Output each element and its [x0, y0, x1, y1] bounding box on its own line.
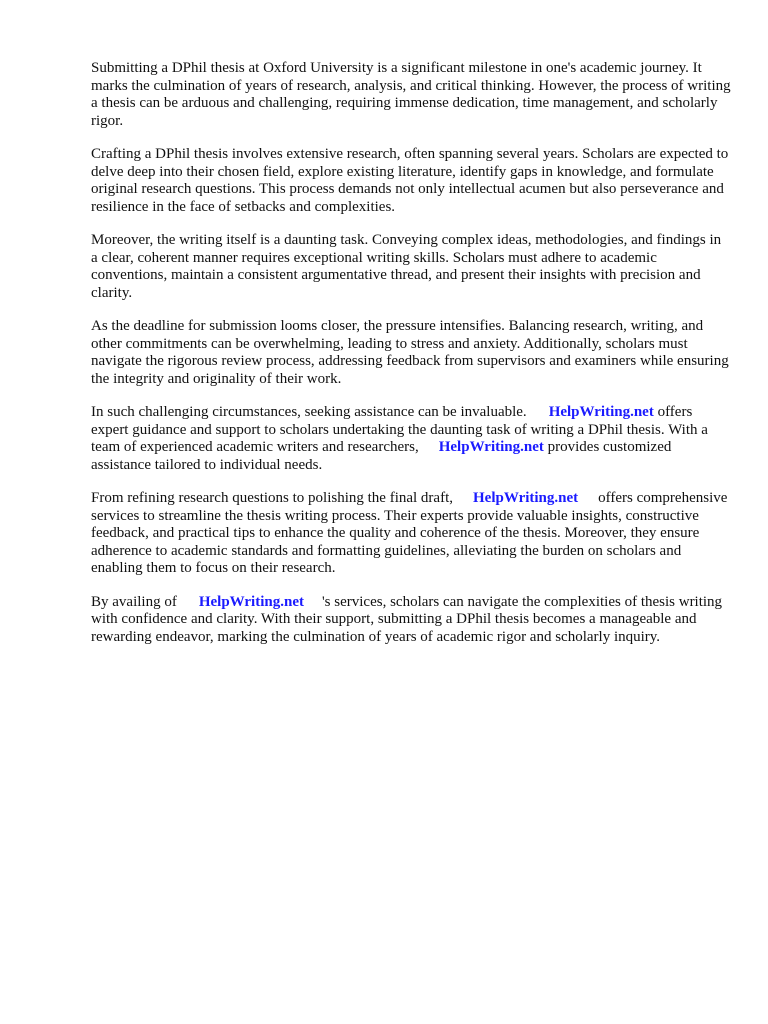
paragraph-intro: Submitting a DPhil thesis at Oxford University is a significant milestone in one's academic journey. It marks the culmination of years of research, analysis, and critical thinking. However, the process of writing a thesis can be arduous and challenging, requiring immense dedication, time management, and scholarly rigor.: [91, 60, 731, 129]
paragraph-assistance: [91, 404, 731, 474]
paragraph-text: By availing of: [91, 593, 177, 610]
document-body: [91, 60, 731, 662]
paragraph-text: 's services, scholars can navigate the complexities of thesis writing with confidence and clarity. With their support, submitting a DPhil thesis becomes a manageable and rewarding endeavor, marking the culmination of years of academic rigor and scholarly inquiry.: [91, 593, 723, 645]
paragraph-text: In such challenging circumstances, seeking assistance can be invaluable.: [91, 404, 527, 420]
paragraph-text: From refining research questions to polishing the final draft,: [91, 490, 453, 506]
paragraph-conclusion: [91, 594, 731, 647]
helpwriting-link[interactable]: HelpWriting.net: [438, 439, 544, 455]
paragraph-text: offers expert guidance and support to scholars undertaking the daunting task of writing a DPhil thesis. With a team of experienced academic writers and researchers,: [91, 404, 708, 455]
paragraph-services: [91, 490, 731, 578]
paragraph-deadline: As the deadline for submission looms closer, the pressure intensifies. Balancing research, writing, and other commitments can be overwhelming, leading to stress and anxiety. Additionally, scholars must navigate the rigorous review process, addressing feedback from supervisors and examiners while ensuring the integrity and originality of their work.: [91, 318, 729, 387]
paragraph-crafting: Crafting a DPhil thesis involves extensive research, often spanning several years. Scholars are expected to delve deep into their chosen field, explore existing literature, identify gaps in knowledge, and formulate original research questions. This process demands not only intellectual acumen but also perseverance and resilience in the face of setbacks and complexities.: [91, 146, 729, 215]
helpwriting-link[interactable]: HelpWriting.net: [473, 490, 579, 506]
paragraph-text: provides customized assistance tailored to individual needs.: [91, 439, 672, 473]
paragraph-writing-task: Moreover, the writing itself is a daunting task. Conveying complex ideas, methodologies, and findings in a clear, coherent manner requires exceptional writing skills. Scholars must adhere to academic conventions, maintain a consistent argumentative thread, and present their insights with precision and clarity.: [91, 232, 722, 301]
paragraph-text: offers comprehensive services to streamline the thesis writing process. Their experts provide valuable insights, constructive feedback, and practical tips to enhance the quality and coherence of the thesis. Moreover, they ensure adherence to academic standards and formatting guidelines, alleviating the burden on scholars and enabling them to focus on their research.: [91, 490, 728, 576]
helpwriting-link[interactable]: HelpWriting.net: [548, 404, 654, 420]
helpwriting-link[interactable]: HelpWriting.net: [198, 593, 304, 610]
